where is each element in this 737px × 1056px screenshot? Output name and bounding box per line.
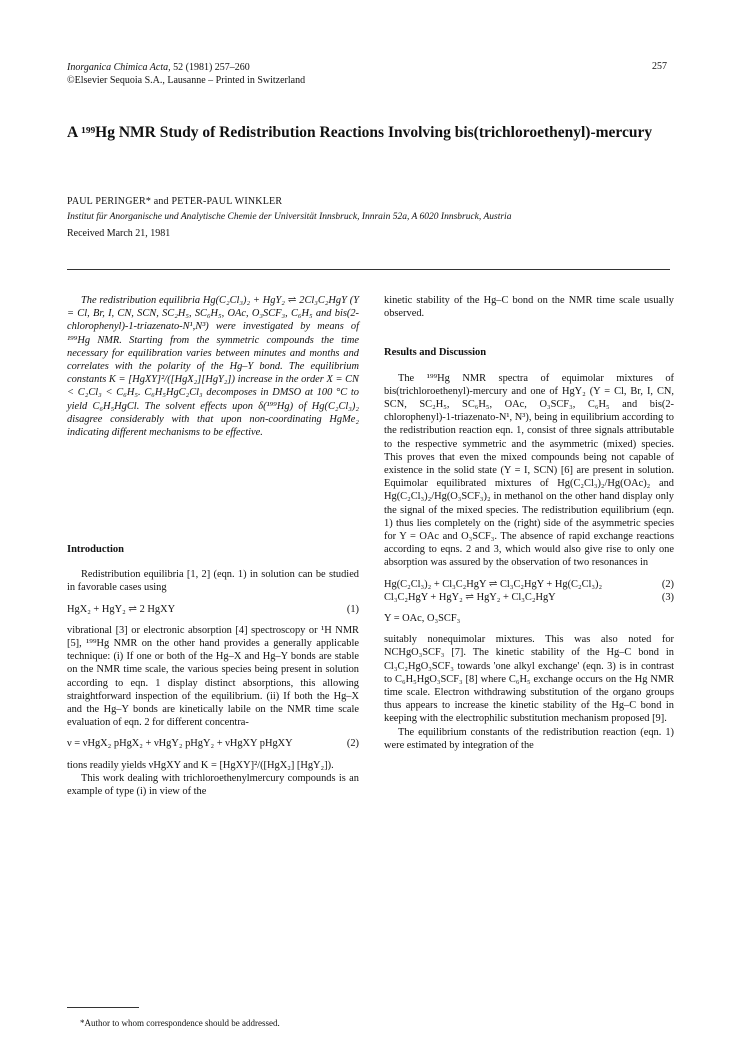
right-column	[384, 294, 674, 752]
introduction-heading: Introduction	[67, 544, 124, 555]
abstract	[67, 294, 359, 439]
right-paragraph-0: kinetic stability of the Hg–C bond on the NMR time scale usually observed.	[384, 295, 674, 320]
equation-2-number: (2)	[346, 738, 359, 750]
equation-r2	[384, 578, 674, 591]
equation-r3-text: Cl₃C₂HgY + HgY₂ ⇌ HgY₂ + Cl₃C₂HgY	[384, 591, 556, 603]
equation-1	[67, 603, 359, 616]
equation-2-text: ν = νHgX₂ pHgX₂ + νHgY₂ pHgY₂ + νHgXY pHgXY	[67, 738, 293, 750]
running-header	[67, 61, 305, 87]
equation-1-text: HgX₂ + HgY₂ ⇌ 2 HgXY	[67, 603, 176, 615]
equation-r2-number: (2)	[661, 578, 674, 590]
results-heading: Results and Discussion	[384, 347, 487, 359]
intro-paragraph-1: Redistribution equilibria [1, 2] (eqn. 1) in solution can be studied in favorable cases using	[67, 569, 359, 594]
publisher-line: ©Elsevier Sequoia S.A., Lausanne – Printed in Switzerland	[67, 75, 306, 86]
intro-paragraph-3: tions readily yields νHgXY and K = [HgXY]²/([HgX₂] [HgY₂]).	[67, 759, 334, 771]
citation: 52 (1981) 257–260	[170, 62, 250, 73]
authors: PAUL PERINGER* and PETER-PAUL WINKLER	[67, 196, 283, 207]
header-divider	[67, 269, 670, 270]
intro-paragraph-2: vibrational [3] or electronic absorption [4] spectroscopy or ¹H NMR [5], ¹⁹⁹Hg NMR on the other hand provides a generally applicable technique: (i) If one or both of the Hg–X and Hg–Y bonds are stable on the NMR time scale, the various species being present in solution according to eqn. 1 display distinct absorptions, this allowing straightforward inspection of the equilibrium. (ii) If both the Hg–X and the Hg–Y bonds are kinetically labile on the NMR time scale evaluation of eqn. 2 for different concentra-	[67, 624, 359, 729]
equation-1-number: (1)	[346, 603, 359, 615]
equation-note: Y = OAc, O₃SCF₃	[384, 613, 461, 625]
equation-r3	[384, 591, 674, 604]
equation-r2-text: Hg(C₂Cl₃)₂ + Cl₃C₂HgY ⇌ Cl₃C₂HgY + Hg(C₂Cl₃)₂	[384, 578, 603, 590]
equation-2	[67, 737, 359, 750]
page-number: 257	[652, 61, 667, 72]
paper-title: A ¹⁹⁹Hg NMR Study of Redistribution Reactions Involving bis(trichloroethenyl)-mercury	[67, 124, 653, 141]
affiliation: Institut für Anorganische und Analytische Chemie der Universität Innsbruck, Innrain 52a, A 6020 Innsbruck, Austria	[67, 212, 512, 222]
footnote-divider	[67, 1007, 139, 1008]
results-paragraph-1: The ¹⁹⁹Hg NMR spectra of equimolar mixtures of bis(trichloroethenyl)-mercury and one of HgY₂ (Y = Cl, Br, I, CN, SCN, SC₂H₅, SC₆H₅, OAc, O₃SCF₃, C₆H₅ and bis(2-chlorophenyl)-1-triazenato-N¹, N³), being in equilibrium according to the redistribution reaction eqn. 1, consist of three signals attributable to the respective symmetric and the asymmetric (mixed) species. This proves that even the mixed compounds being not capable of existence in the solid state (Y = I, SCN) [6] are present in solution. Equimolar equilibrated mixtures of Hg(C₂Cl₃)₂/Hg(OAc)₂ and Hg(C₂Cl₃)₂/Hg(O₃SCF₃)₂ in methanol on the other hand display only the signal of the mixed species. The redistribution equilibrium (eqn. 1) thus lies completely on the (right) side of the asymmetric species for Y = OAc and O₃SCF₃. The absence of rapid exchange reactions according to eqns. 2 and 3, which would also give rise to only one absorption was assured by the observation of two resonances in	[384, 372, 674, 569]
introduction-section	[67, 543, 359, 798]
journal-name: Inorganica Chimica Acta,	[67, 62, 171, 73]
results-paragraph-2: suitably nonequimolar mixtures. This was also noted for NCHgO₃SCF₃ [7]. The kinetic stability of the Hg–C bond in Cl₃C₂HgO₃SCF₃ towards 'one alkyl exchange' (eqn. 3) is in contrast to C₆H₅HgO₃SCF₃ [8] where C₆H₅ exchange occurs on the Hg NMR time scale. Electron withdrawing substitution of the organo groups thus appears to increase the kinetic stability of the Hg–C bond in keeping with the electrophilic substitution mechanism proposed [9].	[384, 634, 674, 725]
footnote: *Author to whom correspondence should be addressed.	[80, 1018, 280, 1028]
intro-paragraph-4: This work dealing with trichloroethenylmercury compounds is an example of type (i) in view of the	[67, 772, 359, 798]
results-paragraph-3: The equilibrium constants of the redistribution reaction (eqn. 1) were estimated by integration of the	[384, 726, 674, 751]
abstract-text: The redistribution equilibria Hg(C₂Cl₃)₂ + HgY₂ ⇌ 2Cl₃C₂HgY (Y = Cl, Br, I, CN, SCN, SC₂H₅, SC₆H₅, OAc, O₃SCF₃, C₆H₅ and bis(2-chlorophenyl)-1-triazenato-N¹,N³) were investigated by means of ¹⁹⁹Hg NMR. Starting from the symmetric compounds the time necessary for equilibration varies between minutes and months and correlates with the polarity of the Hg–Y bond. The equilibrium constants K = [HgXY]²/([HgX₂][HgY₂]) increase in the order X = CN < C₂Cl₃ < C₆H₅. C₆H₅HgC₂Cl₃ decomposes in DMSO at 100 °C to yield C₆H₅HgCl. The solvent effects upon δ(¹⁹⁹Hg) of Hg(C₂Cl₃)₂ disagree considerably with that upon non-coordinating HgMe₂ indicating different mechanisms to be effective.	[67, 295, 359, 439]
equation-r3-number: (3)	[661, 591, 674, 603]
received-date: Received March 21, 1981	[67, 228, 171, 239]
